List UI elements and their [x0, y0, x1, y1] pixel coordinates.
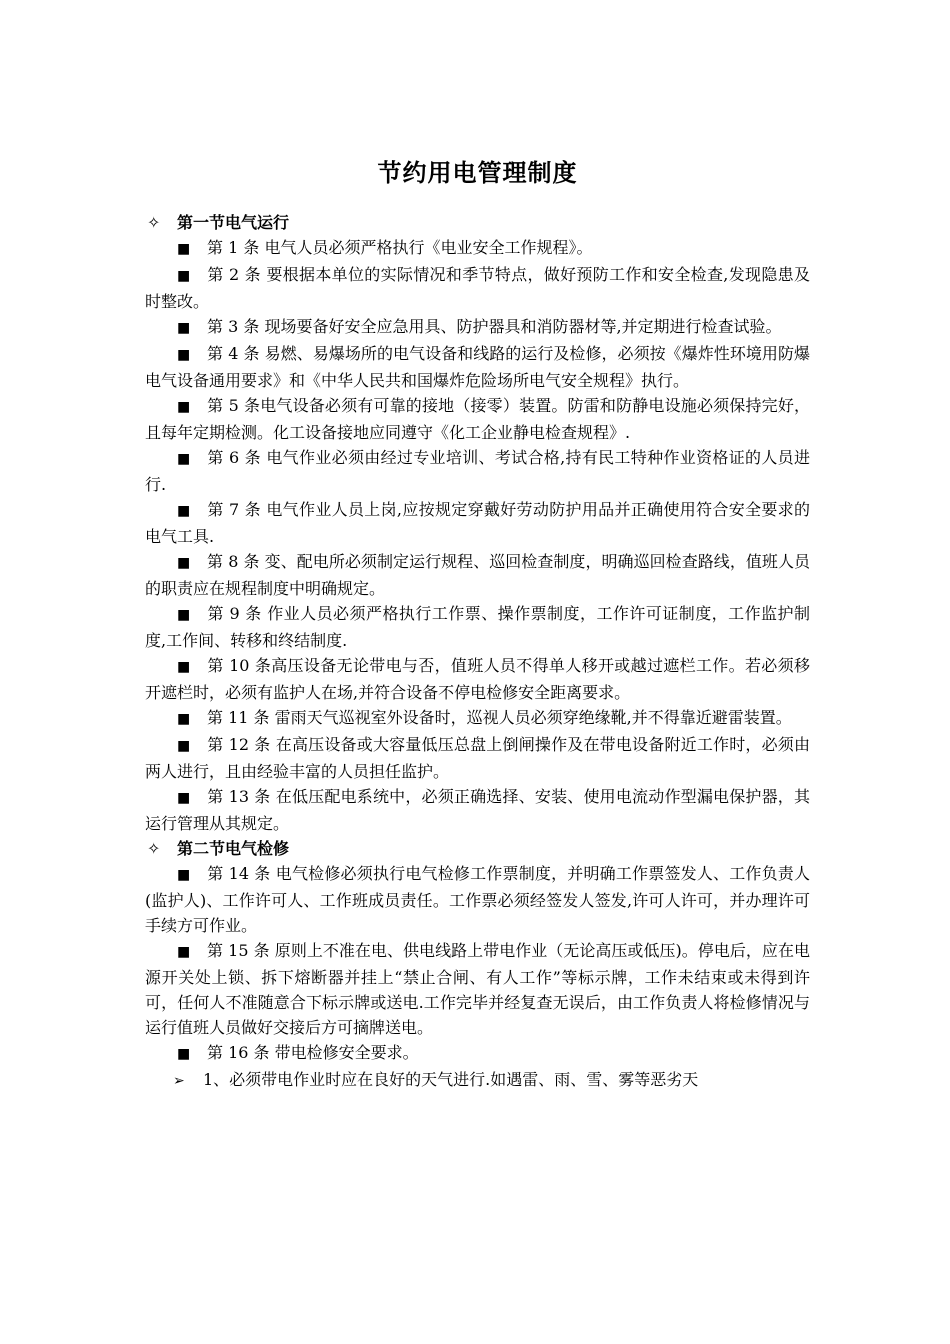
square-bullet-icon: ■: [177, 347, 191, 363]
article-paragraph: ■ 第 12 条 在高压设备或大容量低压总盘上倒闸操作及在带电设备附近工作时，必须由两人进行，且由经验丰富的人员担任监护。: [145, 735, 810, 781]
square-bullet-icon: ■: [177, 555, 191, 571]
article-paragraph: ■ 第 9 条 作业人员必须严格执行工作票、操作票制度，工作许可证制度，工作监护制度,工作间、转移和终结制度.: [145, 604, 810, 650]
square-bullet-icon: ■: [177, 711, 191, 727]
document-title: 节约用电管理制度: [377, 159, 578, 187]
section-heading: ✧ 第二节电气检修: [145, 836, 810, 861]
square-bullet-icon: ■: [177, 399, 191, 415]
arrowhead-bullet-icon: ➢: [173, 1073, 185, 1089]
article-paragraph: ■ 第 16 条 带电检修安全要求。: [145, 1040, 810, 1067]
square-bullet-icon: ■: [177, 659, 191, 675]
square-bullet-icon: ■: [177, 944, 191, 960]
square-bullet-icon: ■: [177, 607, 191, 623]
article-paragraph: ■ 第 1 条 电气人员必须严格执行《电业安全工作规程》。: [145, 235, 810, 262]
article-paragraph: ■ 第 4 条 易燃、易爆场所的电气设备和线路的运行及检修，必须按《爆炸性环境用防爆电气设备通用要求》和《中华人民共和国爆炸危险场所电气安全规程》执行。: [145, 344, 810, 390]
diamond-star-icon: ✧: [147, 839, 161, 858]
diamond-star-icon: ✧: [147, 213, 161, 232]
section-heading: ✧ 第一节电气运行: [145, 210, 810, 235]
article-paragraph: ■ 第 14 条 电气检修必须执行电气检修工作票制度，并明确工作票签发人、工作负责人(监护人)、工作许可人、工作班成员责任。工作票必须经签发人签发,许可人许可，并办理许可手续方可作业。: [145, 864, 810, 935]
article-paragraph: ■ 第 8 条 变、配电所必须制定运行规程、巡回检查制度，明确巡回检查路线，值班人员的职责应在规程制度中明确规定。: [145, 552, 810, 598]
sub-item: ➢ 1、必须带电作业时应在良好的天气进行.如遇雷、雨、雪、雾等恶劣天: [145, 1067, 810, 1094]
square-bullet-icon: ■: [177, 790, 191, 806]
article-paragraph: ■ 第 11 条 雷雨天气巡视室外设备时，巡视人员必须穿绝缘靴,并不得靠近避雷装置。: [145, 705, 810, 732]
article-paragraph: ■ 第 7 条 电气作业人员上岗,应按规定穿戴好劳动防护用品并正确使用符合安全要求的电气工具.: [145, 500, 810, 546]
article-paragraph: ■ 第 10 条高压设备无论带电与否，值班人员不得单人移开或越过遮栏工作。若必须移开遮栏时，必须有监护人在场,并符合设备不停电检修安全距离要求。: [145, 656, 810, 702]
article-paragraph: ■ 第 3 条 现场要备好安全应急用具、防护器具和消防器材等,并定期进行检查试验。: [145, 314, 810, 341]
square-bullet-icon: ■: [177, 268, 191, 284]
square-bullet-icon: ■: [177, 451, 191, 467]
square-bullet-icon: ■: [177, 1046, 191, 1062]
document-body: [145, 210, 810, 1094]
square-bullet-icon: ■: [177, 867, 191, 883]
square-bullet-icon: ■: [177, 503, 191, 519]
article-paragraph: ■ 第 13 条 在低压配电系统中，必须正确选择、安装、使用电流动作型漏电保护器，其运行管理从其规定。: [145, 787, 810, 833]
article-paragraph: ■ 第 6 条 电气作业必须由经过专业培训、考试合格,持有民工特种作业资格证的人员进行.: [145, 448, 810, 494]
article-paragraph: ■ 第 2 条 要根据本单位的实际情况和季节特点，做好预防工作和安全检查,发现隐患及时整改。: [145, 265, 810, 311]
article-paragraph: ■ 第 5 条电气设备必须有可靠的接地（接零）装置。防雷和防静电设施必须保持完好，且每年定期检测。化工设备接地应同遵守《化工企业静电检查规程》.: [145, 396, 810, 442]
article-paragraph: ■ 第 15 条 原则上不准在电、供电线路上带电作业（无论高压或低压)。停电后，应在电源开关处上锁、拆下熔断器并挂上“禁止合闸、有人工作”等标示牌，工作未结束或未得到许可，任何人不准随意合下标示牌或送电.工作完毕并经复查无误后，由工作负责人将检修情况与运行值班人员做好交接后方可摘牌送电。: [145, 941, 810, 1037]
square-bullet-icon: ■: [177, 320, 191, 336]
square-bullet-icon: ■: [177, 241, 191, 257]
square-bullet-icon: ■: [177, 738, 191, 754]
